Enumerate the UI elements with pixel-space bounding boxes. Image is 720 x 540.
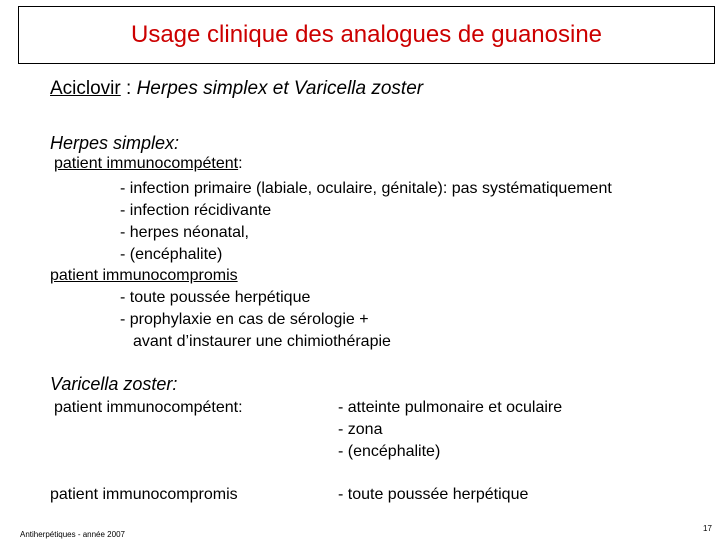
herpes-item-prophylaxis: - prophylaxie en cas de sérologie + xyxy=(120,311,369,328)
herpes-immunocompromised-label: patient immunocompromis xyxy=(50,267,238,284)
drug-indication: Herpes simplex et Varicella zoster xyxy=(136,78,424,99)
varicella-item-pulmonary: - atteinte pulmonaire et oculaire xyxy=(338,399,563,416)
aciclovir-line xyxy=(50,78,423,100)
varicella-item-encephalitis: - (encéphalite) xyxy=(338,443,441,460)
varicella-item-any-outbreak: - toute poussée herpétique xyxy=(338,486,529,503)
varicella-item-zona: - zona xyxy=(338,421,383,438)
varicella-immunocompetent-label: patient immunocompétent: xyxy=(54,399,243,416)
drug-name: Aciclovir xyxy=(50,78,121,99)
varicella-heading: Varicella zoster: xyxy=(50,374,178,394)
herpes-immunocompetent-line xyxy=(54,155,243,173)
footer-course-label: Antiherpétiques - année 2007 xyxy=(20,530,125,539)
herpes-immunocompetent-colon: : xyxy=(238,155,243,172)
herpes-item-primary: - infection primaire (labiale, oculaire, génitale): pas systématiquement xyxy=(120,180,612,197)
page-number: 17 xyxy=(703,524,712,533)
slide-title: Usage clinique des analogues de guanosine xyxy=(130,21,603,48)
herpes-item-neonatal: - herpes néonatal, xyxy=(120,224,249,241)
herpes-heading: Herpes simplex: xyxy=(50,133,180,153)
drug-separator: : xyxy=(120,78,137,99)
herpes-item-recurrent: - infection récidivante xyxy=(120,202,272,219)
herpes-immunocompetent-label: patient immunocompétent xyxy=(54,155,239,172)
herpes-item-encephalitis: - (encéphalite) xyxy=(120,246,223,263)
title-box xyxy=(18,6,715,64)
herpes-item-any-outbreak: - toute poussée herpétique xyxy=(120,289,311,306)
varicella-immunocompromised-label: patient immunocompromis xyxy=(50,486,238,503)
herpes-item-chemotherapy: avant d’instaurer une chimiothérapie xyxy=(133,333,391,350)
